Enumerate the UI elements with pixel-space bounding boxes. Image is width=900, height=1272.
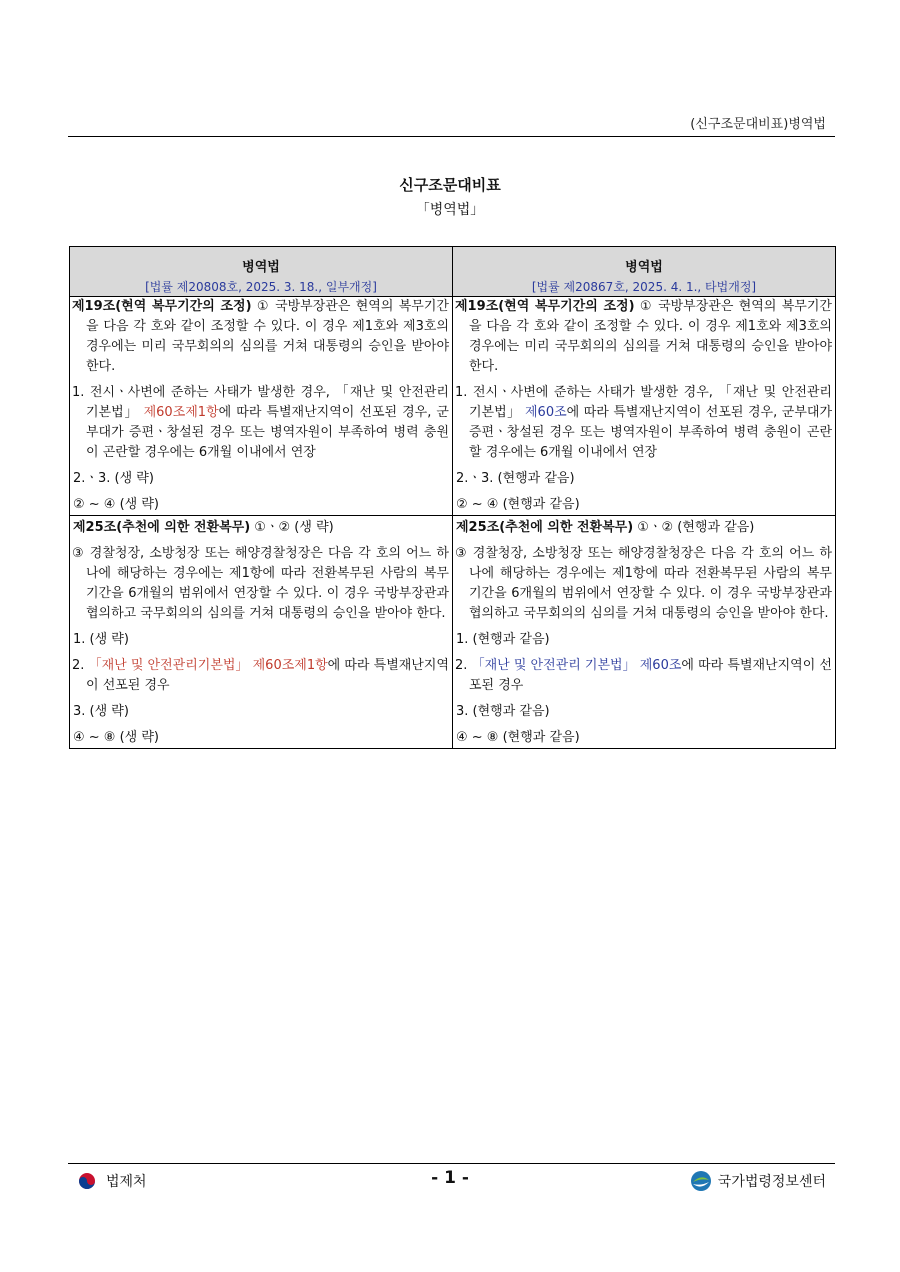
old-article-19-item1: [70, 383, 452, 463]
new-law-name: 병역법: [625, 260, 663, 275]
new-article-25-item2: [453, 656, 835, 696]
new-article-25-paras-4-8: ④ ~ ⑧ (현행과 같음): [456, 730, 580, 745]
old-article-19-items-2-3: 2.ㆍ3. (생 략): [73, 471, 154, 486]
text-segment: 에 따라 특별재난지역이 선포된 경우: [86, 658, 449, 693]
old-changed-reference: 「재난 및 안전관리기본법」 제60조제1항: [88, 658, 328, 673]
document-header-label: (신구조문대비표)병역법: [690, 117, 826, 132]
footer-center-label: 국가법령정보센터: [717, 1174, 826, 1190]
comparison-table: [69, 246, 836, 749]
old-article-25-item3: 3. (생 략): [73, 704, 129, 719]
text-segment: 2.: [72, 658, 89, 673]
old-article-19-para1: [70, 297, 452, 377]
footer-divider: [68, 1163, 835, 1164]
new-article-25-item3: 3. (현행과 같음): [456, 704, 550, 719]
new-article-19-items-2-3: 2.ㆍ3. (현행과 같음): [456, 471, 575, 486]
old-article-25-title: 제25조(추천에 의한 전환복무): [73, 520, 251, 535]
old-law-name: 병역법: [242, 260, 280, 275]
page-number: - 1 -: [431, 1168, 469, 1188]
text-segment: ①ㆍ② (생 략): [250, 520, 334, 535]
new-changed-reference: 제60조: [524, 405, 567, 420]
text-segment: 1. 전시ㆍ사변에 준하는 사태가 발생한 경우, 「재난 및 안전관리 기본법」: [455, 385, 832, 420]
new-article-19-para1: [453, 297, 835, 377]
new-article-19-cell: [453, 297, 836, 516]
text-segment: 1. 전시ㆍ사변에 준하는 사태가 발생한 경우, 「재난 및 안전관리 기본법」: [72, 385, 449, 420]
new-article-19-title: 제19조(현역 복무기간의 조정): [455, 299, 635, 314]
new-article-25-title: 제25조(추천에 의한 전환복무): [456, 520, 634, 535]
page-title: 신구조문대비표: [399, 176, 501, 194]
old-article-19-cell: [70, 297, 453, 516]
new-changed-reference: 「재난 및 안전관리 기본법」 제60조: [471, 658, 682, 673]
header-divider: [68, 136, 835, 137]
old-law-header: [70, 247, 453, 297]
new-article-19-item1: [453, 383, 835, 463]
table-row: [70, 297, 836, 516]
new-article-25-heading: [453, 518, 835, 538]
old-law-info: [법률 제20808호, 2025. 3. 18., 일부개정]: [145, 280, 377, 294]
new-article-19-intro: ① 국방부장관은 현역의 복무기간을 다음 각 호와 같이 조정할 수 있다. 이 경우 제1호와 제3호의 경우에는 미리 국무회의의 심의를 거쳐 대통령의 승인을 받아야 한다.: [469, 299, 832, 374]
old-article-25-cell: [70, 516, 453, 749]
new-article-25-para3: ③ 경찰청장, 소방청장 또는 해양경찰청장은 다음 각 호의 어느 하나에 해당하는 경우에는 제1항에 따라 전환복무된 사람의 복무기간을 6개월의 범위에서 연장할 수 있다. 이 경우 국방부장관과 협의하고 국무회의의 심의를 거쳐 대통령의 승인을 받아야 한다.: [455, 546, 832, 621]
old-article-19-intro: ① 국방부장관은 현역의 복무기간을 다음 각 호와 같이 조정할 수 있다. 이 경우 제1호와 제3호의 경우에는 미리 국무회의의 심의를 거쳐 대통령의 승인을 받아야 한다.: [86, 299, 449, 374]
old-article-25-item1: 1. (생 략): [73, 632, 129, 647]
old-article-19-paras-2-4: ② ~ ④ (생 략): [73, 497, 159, 512]
old-changed-reference: 제60조제1항: [143, 405, 219, 420]
law-info-center-logo-icon: [690, 1170, 712, 1192]
new-law-header: [453, 247, 836, 297]
old-article-19-title: 제19조(현역 복무기간의 조정): [72, 299, 252, 314]
old-article-25-item2: [70, 656, 452, 696]
old-article-25-heading: [70, 518, 452, 538]
new-law-info: [법률 제20867호, 2025. 4. 1., 타법개정]: [531, 280, 757, 294]
text-segment: 2.: [455, 658, 472, 673]
footer-right: [690, 1170, 826, 1192]
new-article-19-paras-2-4: ② ~ ④ (현행과 같음): [456, 497, 580, 512]
text-segment: 에 따라 특별재난지역이 선포된 경우: [469, 658, 832, 693]
table-row: [70, 516, 836, 749]
old-article-25-paras-4-8: ④ ~ ⑧ (생 략): [73, 730, 159, 745]
text-segment: 에 따라 특별재난지역이 선포된 경우, 군부대가 증편ㆍ창설된 경우 또는 병역자원이 부족하여 병력 충원이 곤란할 경우에는 6개월 이내에서 연장: [469, 405, 832, 460]
new-article-25-item1: 1. (현행과 같음): [456, 632, 550, 647]
old-article-25-para3: ③ 경찰청장, 소방청장 또는 해양경찰청장은 다음 각 호의 어느 하나에 해당하는 경우에는 제1항에 따라 전환복무된 사람의 복무기간을 6개월의 범위에서 연장할 수 있다. 이 경우 국방부장관과 협의하고 국무회의의 심의를 거쳐 대통령의 승인을 받아야 한다.: [72, 546, 449, 621]
new-article-25-cell: [453, 516, 836, 749]
text-segment: ①ㆍ② (현행과 같음): [633, 520, 755, 535]
text-segment: 에 따라 특별재난지역이 선포된 경우, 군부대가 증편ㆍ창설된 경우 또는 병역자원이 부족하여 병력 충원이 곤란할 경우에는 6개월 이내에서 연장: [86, 405, 449, 460]
table-header-row: [70, 247, 836, 297]
footer-org-label: 법제처: [106, 1174, 147, 1190]
page-subtitle: 「병역법」: [415, 202, 485, 218]
